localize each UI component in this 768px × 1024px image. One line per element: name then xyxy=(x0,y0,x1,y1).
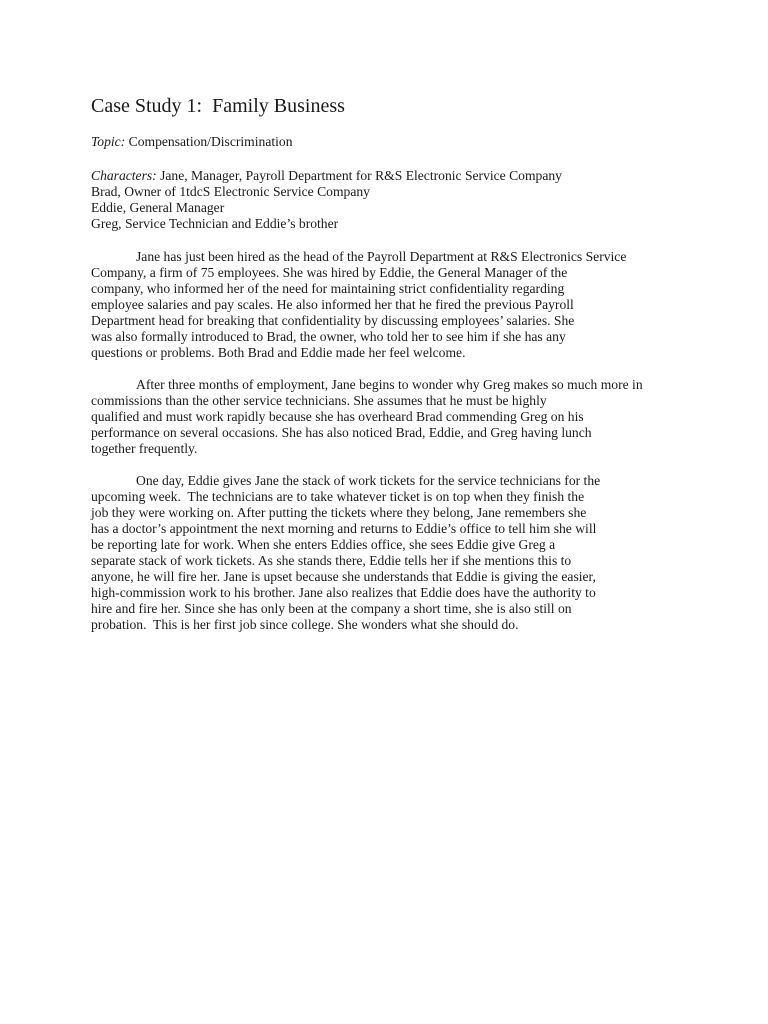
character-greg: Greg, Service Technician and Eddie’s brother xyxy=(91,216,339,231)
paragraph-line: upcoming week. The technicians are to take whatever ticket is on top when they finish the xyxy=(91,489,585,504)
document-page xyxy=(91,94,671,649)
topic-value: Compensation/Discrimination xyxy=(125,134,293,149)
paragraph-line: questions or problems. Both Brad and Eddie made her feel welcome. xyxy=(91,345,466,360)
paragraph-line: high-commission work to his brother. Jane also realizes that Eddie does have the authority to xyxy=(91,585,596,600)
paragraph-2 xyxy=(91,377,671,457)
topic-row xyxy=(91,134,671,150)
character-jane: Jane, Manager, Payroll Department for R&S Electronic Service Company xyxy=(156,168,562,183)
paragraph-line: separate stack of work tickets. As she stands there, Eddie tells her if she mentions this to xyxy=(91,553,572,568)
paragraph-line: Jane has just been hired as the head of the Payroll Department at R&S Electronics Service xyxy=(136,249,627,264)
paragraph-line: Department head for breaking that confidentiality by discussing employees’ salaries. She xyxy=(91,313,575,328)
paragraph-line: Company, a firm of 75 employees. She was hired by Eddie, the General Manager of the xyxy=(91,265,568,280)
topic-label: Topic: xyxy=(91,134,126,149)
paragraph-line: probation. This is her first job since college. She wonders what she should do. xyxy=(91,617,519,632)
paragraph-line: company, who informed her of the need for maintaining strict confidentiality regarding xyxy=(91,281,565,296)
paragraph-line: was also formally introduced to Brad, the owner, who told her to see him if she has any xyxy=(91,329,566,344)
paragraph-3 xyxy=(91,473,671,633)
character-eddie: Eddie, General Manager xyxy=(91,200,225,215)
paragraph-line: anyone, he will fire her. Jane is upset because she understands that Eddie is giving the easier, xyxy=(91,569,596,584)
paragraph-line: commissions than the other service technicians. She assumes that he must be highly xyxy=(91,393,547,408)
characters-block xyxy=(91,168,671,232)
paragraph-line: qualified and must work rapidly because she has overheard Brad commending Greg on his xyxy=(91,409,584,424)
paragraph-line: One day, Eddie gives Jane the stack of work tickets for the service technicians for the xyxy=(136,473,601,488)
paragraph-line: performance on several occasions. She has also noticed Brad, Eddie, and Greg having lunch xyxy=(91,425,592,440)
paragraph-line: job they were working on. After putting the tickets where they belong, Jane remembers she xyxy=(91,505,587,520)
character-brad: Brad, Owner of 1tdcS Electronic Service Company xyxy=(91,184,370,199)
paragraph-line: After three months of employment, Jane begins to wonder why Greg makes so much more in xyxy=(136,377,643,392)
paragraph-line: be reporting late for work. When she enters Eddies office, she sees Eddie give Greg a xyxy=(91,537,556,552)
document-title: Case Study 1: Family Business xyxy=(91,95,345,117)
paragraph-line: employee salaries and pay scales. He also informed her that he fired the previous Payroll xyxy=(91,297,574,312)
characters-first-line xyxy=(91,168,671,184)
characters-label: Characters: xyxy=(91,168,157,183)
paragraph-line: has a doctor’s appointment the next morning and returns to Eddie’s office to tell him she will xyxy=(91,521,597,536)
paragraph-line: together frequently. xyxy=(91,441,198,456)
paragraph-1 xyxy=(91,249,671,361)
paragraph-line: hire and fire her. Since she has only been at the company a short time, she is also still on xyxy=(91,601,572,616)
